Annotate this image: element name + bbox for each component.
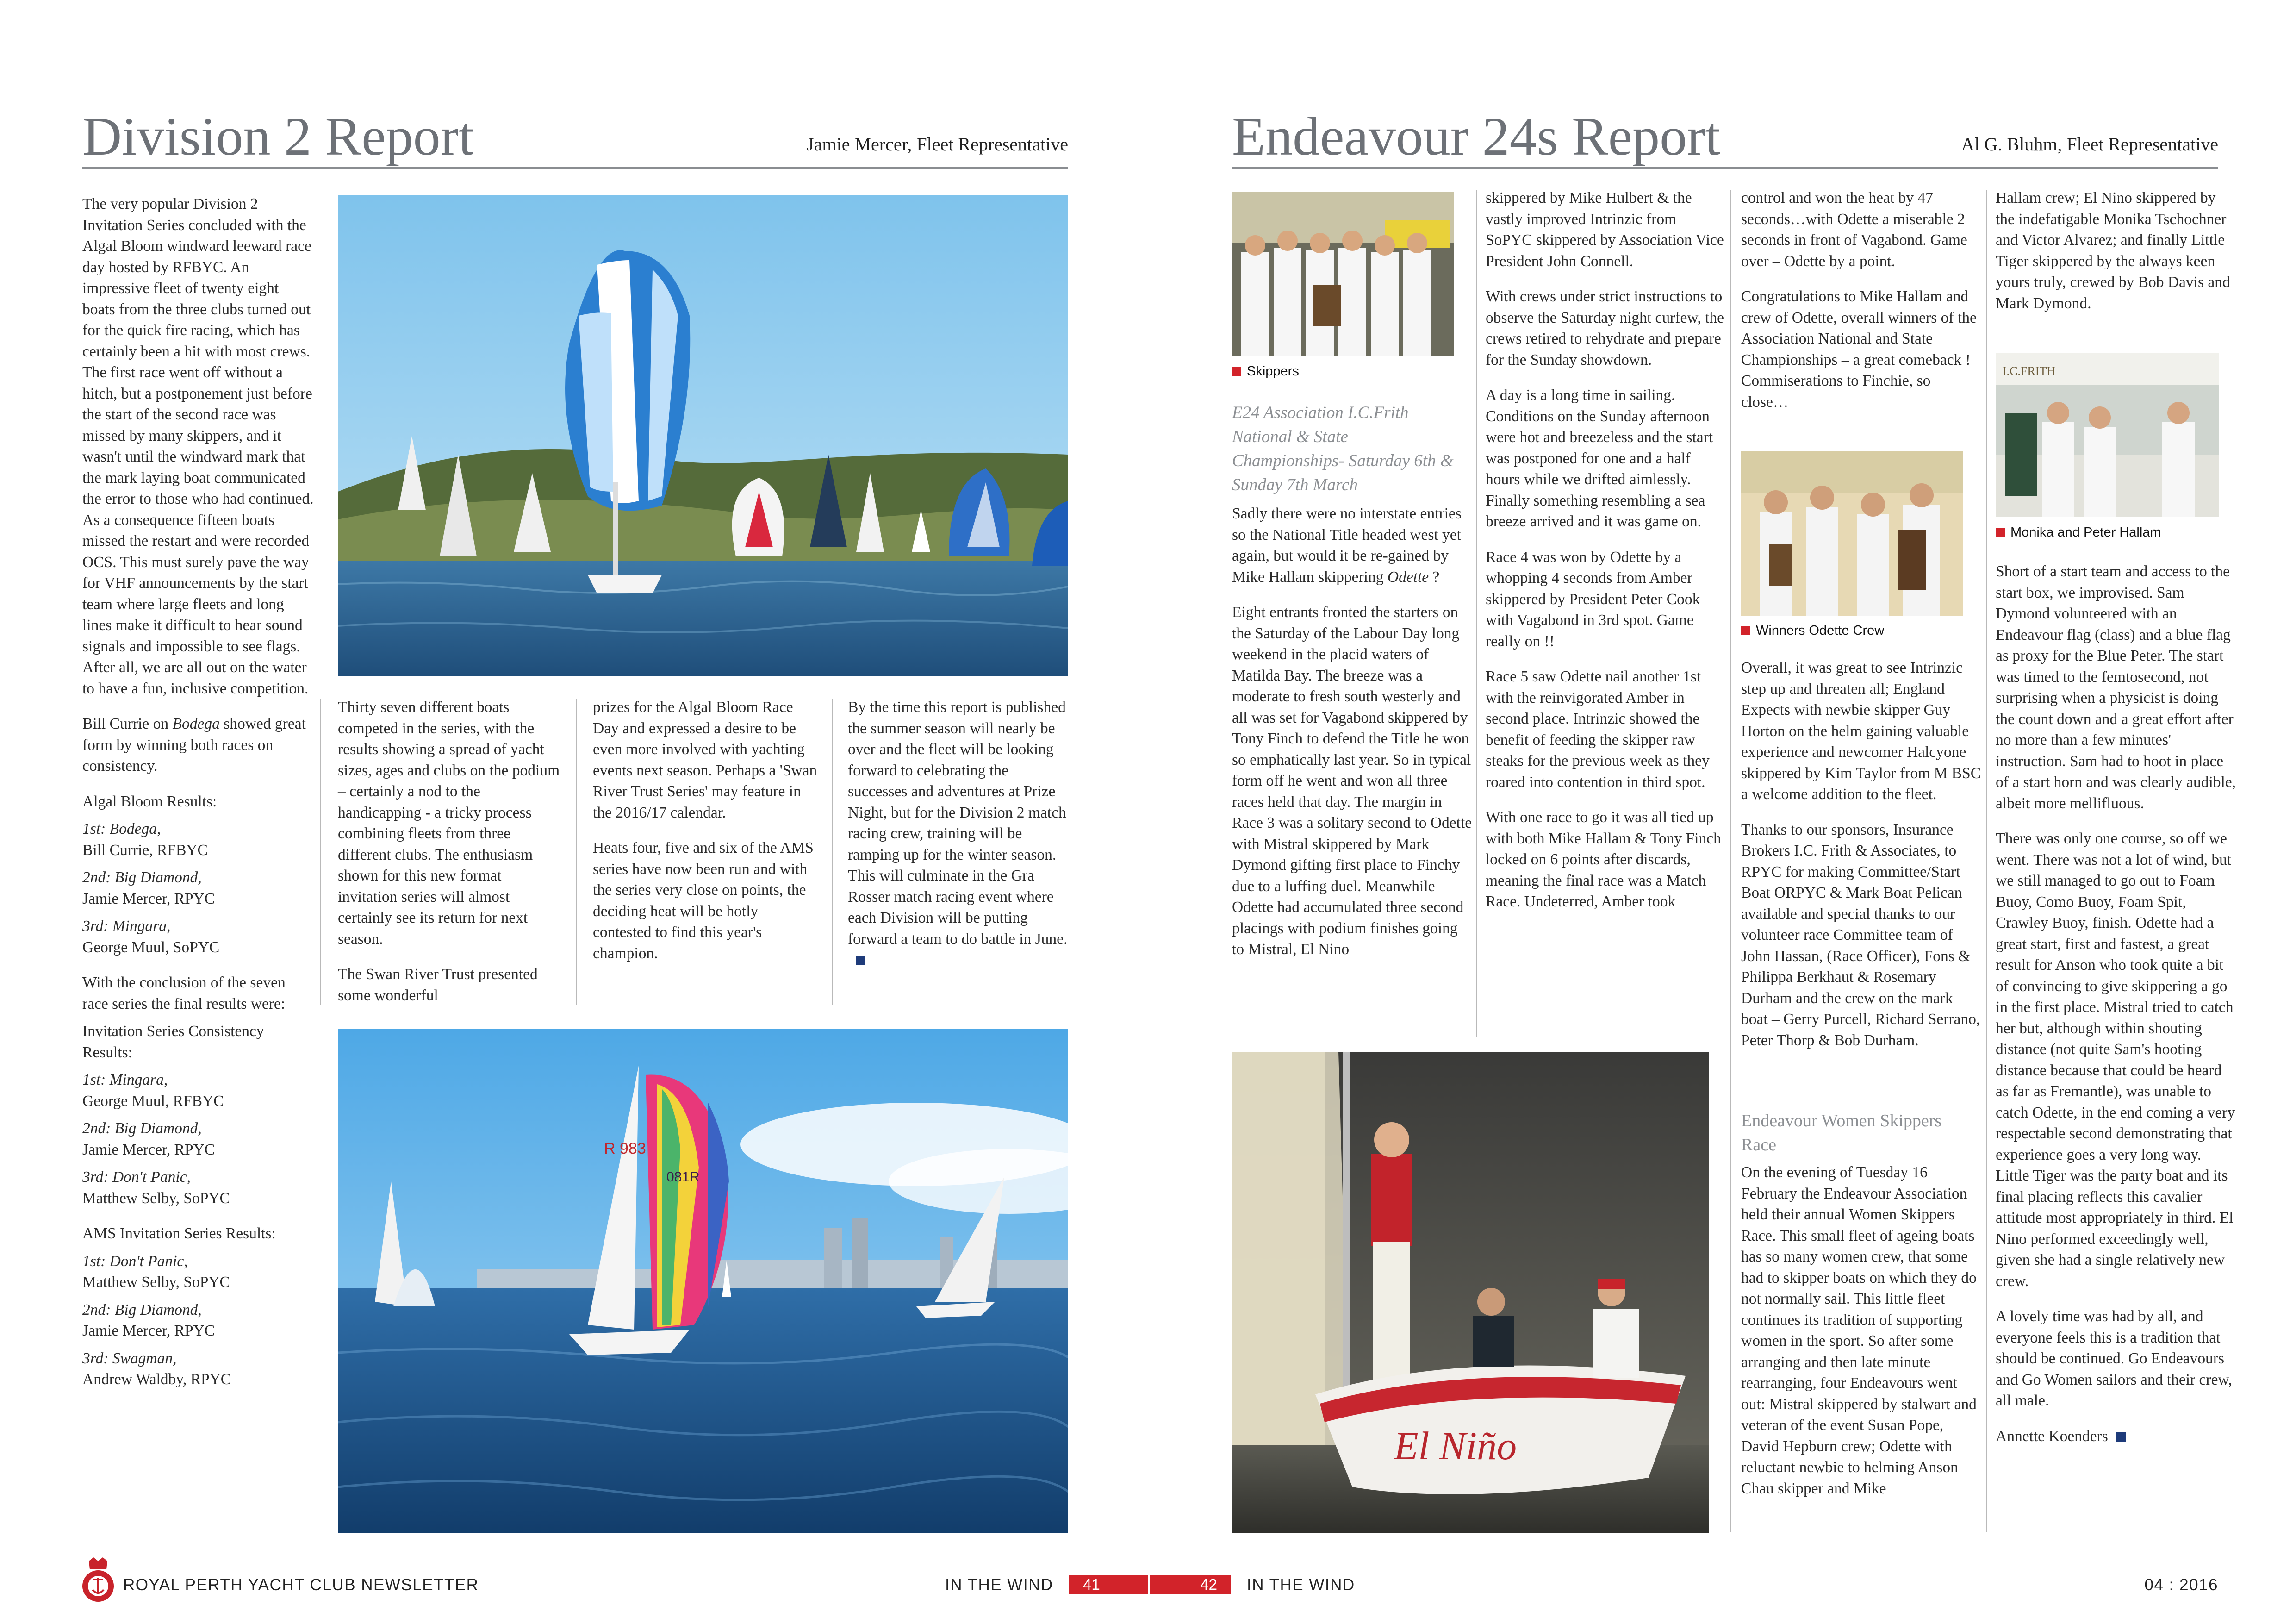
results-heading: Algal Bloom Results: [82,793,217,810]
paragraph: A day is a long time in sailing. Conditions on the Sunday afternoon were hot and breezeless and the start was postponed for one and a half hours while we drifted aimlessly. Finally something resembling a sea breeze arrived and it was game on. [1486,387,1713,530]
column-divider [1476,190,1477,1037]
paragraph: The Swan River Trust presented some wonderful [338,966,538,1004]
subhead-championships: E24 Association I.C.Frith National & State Championships- Saturday 6th & Sunday 7th March [1232,403,1454,494]
el-nino-illustration [1232,1052,1709,1533]
left-column-3 [593,697,820,978]
left-column-2 [338,697,565,1020]
paragraph: prizes for the Algal Bloom Race Day and expressed a desire to be even more involved with yachting events next season. Perhaps a 'Swan River Trust Series' may feature in the 2016/17 calendar. [593,699,817,821]
rpyc-crest-icon [80,1556,117,1607]
right-page-title: Endeavour 24s Report [1232,106,1721,167]
end-of-article-marker [856,956,865,965]
result-item: 1st: Mingara, George Muul, RFBYC [82,1071,224,1110]
author-signoff: Annette Koenders [1996,1426,2236,1447]
photo-el-nino [1232,1052,1709,1533]
photo-skippers [1232,192,1454,356]
column-divider [1730,190,1731,1532]
paragraph: Thirty seven different boats competed in the series, with the results showing a spread of yacht sizes, ages and clubs on the podium – certainly a nod to the handicapping - a tricky process combining fleets from three different clubs. The enthusiasm shown for this new format invitation series will almost certainly see its return for next season. [338,699,560,948]
column-divider [576,699,577,1005]
paragraph: Sadly there were no interstate entries so the National Title headed west yet again, but would it be re-gained by Mike Hallam skippering Odette ? [1232,505,1462,586]
sail-number: R 983 [604,1140,646,1157]
paragraph: Race 5 saw Odette nail another 1st with the reinvigorated Amber in second place. Intrinzic showed the benefit of feeding the skipper raw steaks for the previous week as they roared into contention in third spot. [1486,668,1710,791]
left-title-rule [82,167,1068,169]
paragraph: Race 4 was won by Odette by a whopping 4 seconds from Amber skippered by President Peter Cook with Vagabond in 3rd spot. Game really on !! [1486,548,1700,650]
winners-illustration [1741,451,1963,616]
result-item: 3rd: Mingara, George Muul, SoPYC [82,918,220,956]
left-column-4 [848,697,1070,985]
paragraph: With crews under strict instructions to observe the Saturday night curfew, the crews retired to rehydrate and prepare for the Sunday showdown. [1486,288,1724,369]
paragraph: By the time this report is published the summer season will nearly be over and the fleet will be looking forward to celebrating the successes and adventures at Prize Night, but for the Division 2 match racing crew, training will be ramping up for the winter season. This will culminate in the Gra Rosser match racing event where each Division will be putting forward a team to do battle in June. [848,697,1070,971]
footer-newsletter-name: ROYAL PERTH YACHT CLUB NEWSLETTER [123,1576,479,1594]
spinnaker-number: 081R [666,1169,700,1185]
footer-issue-date: 04 : 2016 [2144,1576,2218,1594]
caption-marker [1741,626,1750,635]
paragraph: Overall, it was great to see Intrinzic step up and threaten all; England Expects with newbie skipper Guy Horton on the helm gaining valuable experience and newcomer Halcyone skippered by Kim Taylor from M BSC a welcome addition to the fleet. [1741,659,1981,803]
photo-monika-peter-hallam [1996,353,2219,517]
column-divider [320,699,321,1005]
results-heading: AMS Invitation Series Results: [82,1225,276,1242]
photo-spinnaker-fleet [338,195,1068,676]
monika-hallam-illustration [1996,353,2219,517]
result-item: 3rd: Swagman, Andrew Waldby, RPYC [82,1349,231,1388]
spinnaker-fleet-illustration [338,195,1068,676]
caption-skippers: Skippers [1232,364,1299,379]
right-column-3 [1741,187,1982,427]
page-number-41: 41 [1069,1575,1148,1594]
banner-text: I.C.FRITH [2003,364,2056,378]
results-heading: Invitation Series Consistency Results: [82,1023,264,1061]
right-column-2 [1486,187,1726,927]
caption-marker [1996,528,2005,537]
end-of-article-marker [2116,1432,2126,1442]
paragraph: A lovely time was had by all, and everyone feels this is a tradition that should be continued. Go Endeavours and Go Women sailors and their crew, all male. [1996,1308,2232,1409]
right-column-3b [1741,657,1982,1065]
right-title-rule [1232,167,2218,169]
result-item: 2nd: Big Diamond, Jamie Mercer, RPYC [82,1120,215,1158]
result-item: 2nd: Big Diamond, Jamie Mercer, RPYC [82,1301,215,1339]
result-item: 1st: Bodega, Bill Currie, RFBYC [82,820,208,859]
paragraph: There was only one course, so off we went. There was not a lot of wind, but we still managed to go out to Foam Buoy, Como Buoy, Foam Spit, Crawley Buoy, finish. Odette had a great start, first and fastest, a great result for Anson who took quite a bit of convincing to give skippering a go in the first place. Mistral tried to catch her but, although within shouting distance (not quite Sam's hooting distance because that could be heard as far as Fremantle), was unable to catch Odette, in the end coming a very respectable second demonstrating that experience goes a very long way. Little Tiger was the party boat and its final placing reflects this cavalier attitude most appropriately in third. El Nino performed exceedingly well, given she had a single relatively new crew. [1996,830,2235,1290]
photo-yachts-river [338,1029,1068,1533]
right-column-1 [1232,503,1473,974]
paragraph: On the evening of Tuesday 16 February the Endeavour Association held their annual Women Skippers Race. This small fleet of ageing boats has so many women crew, that some had to skipper boats on which they do not normally sail. This little fleet continues its tradition of supporting women in the sport. So after some arranging and then late minute rearranging, four Endeavours went out: Mistral skippered by stalwart and veteran of the event Susan Pope, David Hepburn crew; Odette with reluctant newbie to helming Anson Chau skipper and Mike [1741,1164,1977,1497]
footer-in-the-wind-right: IN THE WIND [1247,1576,1355,1594]
right-column-4 [1996,187,2236,328]
result-item: 3rd: Don't Panic, Matthew Selby, SoPYC [82,1168,230,1207]
left-byline: Jamie Mercer, Fleet Representative [807,134,1068,155]
caption-monika: Monika and Peter Hallam [1996,525,2161,540]
paragraph: Thanks to our sponsors, Insurance Brokers I.C. Frith & Associates, to RPYC for making Committee/Start Boat ORPYC & Mark Boat Pelican available and special thanks to our volunteer race Committee team of John Hassan, (Race Officer), Fons & Philippa Berkhaut & Rosemary Durham and the crew on the mark boat – Gerry Purcell, Richard Serrano, Peter Thorp & Bob Durham. [1741,821,1980,1049]
paragraph: With the conclusion of the seven race series the final results were: [82,974,286,1012]
paragraph: With one race to go it was all tied up with both Mike Hallam & Tony Finch locked on 6 points after discards, meaning the final race was a Match Race. Undeterred, Amber took [1486,809,1721,910]
column-divider [1986,190,1987,1532]
paragraph: skippered by Mike Hulbert & the vastly improved Intrinzic from SoPYC skippered by Association Vice President John Connell. [1486,189,1724,270]
paragraph: control and won the heat by 47 seconds…with Odette a miserable 2 seconds in front of Vagabond. Game over – Odette by a point. [1741,189,1967,270]
right-column-4b [1996,561,2236,1461]
photo-winners-odette-crew [1741,451,1963,616]
column-divider [832,699,833,1005]
left-column-1 [82,194,314,1397]
right-column-3c [1741,1162,1982,1513]
footer-in-the-wind-left: IN THE WIND [945,1576,1053,1594]
right-byline: Al G. Bluhm, Fleet Representative [1961,134,2218,155]
paragraph: Hallam crew; El Nino skippered by the indefatigable Monika Tschochner and Victor Alvarez; and finally Little Tiger skippered by the always keen yours truly, crewed by Bob Davis and Mark Dymond. [1996,189,2230,312]
paragraph: Congratulations to Mike Hallam and crew of Odette, overall winners of the Association National and State Championships – a great comeback ! Commiserations to Finchie, so close… [1741,288,1977,411]
paragraph: Eight entrants fronted the starters on the Saturday of the Labour Day long weekend in the placid waters of Matilda Bay. The breeze was a moderate to fresh south westerly and all was set for Vagabond skippered by Tony Finch to defend the Title he won so emphatically last year. So in typical form off he went and won all three races held that day. The margin in Race 3 was a solitary second to Odette with Mistral skippered by Mark Dymond gifting first place to Finchy due to a luffing duel. Meanwhile Odette had accumulated three second placings with podium finishes going to Mistral, El Nino [1232,604,1472,958]
result-item: 2nd: Big Diamond, Jamie Mercer, RPYC [82,869,215,907]
skippers-illustration [1232,192,1454,356]
left-page-title: Division 2 Report [82,106,474,167]
paragraph: Short of a start team and access to the start box, we improvised. Sam Dymond volunteered with an Endeavour flag (class) and a blue flag as proxy for the Blue Peter. The start was timed to the femtosecond, not surprising when a physicist is doing the count down and a great effort after no more than a few minutes' instruction. Sam had to hoot in place of a start horn and was clearly audible, albeit more mellifluous. [1996,563,2236,812]
yachts-river-illustration [338,1029,1068,1533]
paragraph: Heats four, five and six of the AMS series have now been run and with the series very close on points, the deciding heat will be hotly contested to find this year's champion. [593,839,814,962]
subhead-women-skippers: Endeavour Women Skippers Race [1741,1111,1942,1155]
paragraph: The very popular Division 2 Invitation Series concluded with the Algal Bloom windward leeward race day hosted by RFBYC. An impressive fleet of twenty eight boats from the three clubs turned out for the quick fire racing, which has certainly been a hit with most crews. The first race went off without a hitch, but a postponement just before the start of the second race was missed by many skippers, and it wasn't until the windward mark that the mark laying boat communicated the error to those who had continued. As a consequence fifteen boats missed the restart and were recorded OCS. This must surely pave the way for VHF announcements by the start team where large fleets and long lines make it difficult to hear sound signals and impossible to see flags. After all, we are all out on the water to have a fun, inclusive competition. [82,195,314,697]
caption-marker [1232,367,1241,376]
paragraph: Bill Currie on Bodega showed great form by winning both races on consistency. [82,715,306,775]
page-number-42: 42 [1150,1575,1231,1594]
caption-winners: Winners Odette Crew [1741,623,1884,638]
hull-name: El Niño [1394,1424,1517,1468]
result-item: 1st: Don't Panic, Matthew Selby, SoPYC [82,1252,230,1291]
